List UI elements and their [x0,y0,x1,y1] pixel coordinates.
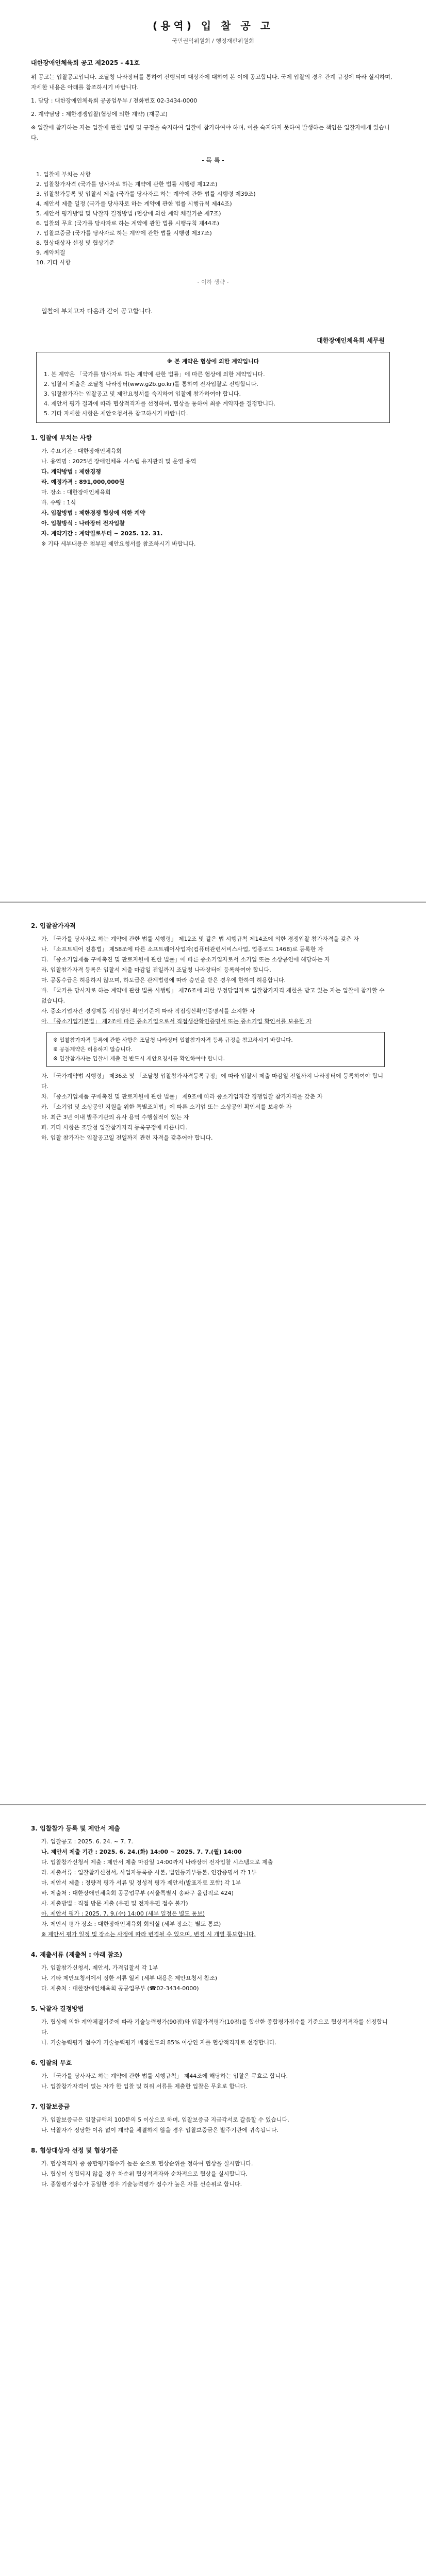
item-line: 카. 「소기업 및 소상공인 지원을 위한 특별조치법」에 따른 소기업 또는 소상공인 확인서를 보유한 자 [41,1104,292,1110]
notice-line: 3. 입찰참가자는 입찰공고 및 제안요청서를 숙지하여 입찰에 참가하여야 합니다. [44,391,241,397]
item-line: 다. 입찰참가신청서 제출 : 제안서 제출 마감일 14:00까지 나라장터 전자입찰 시스템으로 제출 [41,1859,273,1866]
item-line: 바. 수량 : 1식 [41,499,76,506]
greeting-text: 입찰에 부치고자 다음과 같이 공고합니다. [41,308,153,315]
item-line: 사. 입찰방법 : 제한경쟁 협상에 의한 계약 [41,510,145,516]
item-line: 라. 제출서류 : 입찰참가신청서, 사업자등록증 사본, 법인등기부등본, 인감증명서 각 1부 [41,1869,257,1876]
toc-item: 5. 제안서 평가방법 및 낙찰자 결정방법 (협상에 의한 계약 체결기준 제7조) [36,210,221,217]
item-line: 차. 「중소기업제품 구매촉진 및 판로지원에 관한 법률」 제9조에 따라 중소기업자간 경쟁입찰 참가자격을 갖춘 자 [41,1093,323,1100]
section-3-lines [41,1837,390,1940]
toc-item: 10. 기타 사항 [36,259,71,266]
toc-item: 2. 입찰참가자격 (국가를 당사자로 하는 계약에 관한 법률 시행령 제12조) [36,181,218,188]
item-line: 다. 계약방법 : 제한경쟁 [41,468,101,475]
signature-org: 대한장애인체육회 세무원 [317,337,385,344]
section-7-lines [41,2115,390,2136]
item-line: 가. 입찰공고 : 2025. 6. 24. ~ 7. 7. [41,1838,133,1845]
notice-box-title: ※ 본 계약은 협상에 의한 계약입니다 [167,358,259,365]
intro-paragraph: 1. 담당 : 대한장애인체육회 공공업무부 / 전화번호 02-3434-0000 [31,97,198,104]
note-line: ※ 공동계약은 허용하지 않습니다. [53,1046,133,1053]
item-line: 나. 「소프트웨어 진흥법」 제58조에 따른 소프트웨어사업자(컴퓨터관련서비스사업, 업종코드 1468)로 등록한 자 [41,946,323,953]
toc-item: 9. 계약체결 [36,249,65,256]
toc-item: 7. 입찰보증금 (국가를 당사자로 하는 계약에 관한 법률 시행령 제37조) [36,230,212,236]
issuer-org: 국민권익위원회 / 행정재판위원회 [172,38,254,44]
section-heading-8: 8. 협상대상자 선정 및 협상기준 [31,2147,118,2154]
item-line: 파. 기타 사항은 조달청 입찰참가자격 등록규정에 따릅니다. [41,1124,187,1131]
notice-box [36,352,390,423]
item-line: 마. 공동수급은 허용하지 않으며, 하도급은 관계법령에 따라 승인을 받은 경우에 한하여 허용합니다. [41,977,286,984]
page-2 [0,903,426,1804]
page-1 [0,0,426,902]
item-line: 가. 협상에 의한 계약체결기준에 따라 기술능력평가(90점)와 입찰가격평가(10점)를 합산한 종합평가점수를 기준으로 협상적격자를 선정합니다. [41,2019,388,2036]
item-line: 나. 기타 제안요청서에서 정한 서류 일체 (세부 내용은 제안요청서 참조) [41,1975,218,1981]
announcement-number: 대한장애인체육회 공고 제2025 - 41호 [31,59,140,66]
item-line: 가. 「국가를 당사자로 하는 계약에 관한 법률 시행령」 제12조 및 같은 법 시행규칙 제14조에 의한 경쟁입찰 참가자격을 갖춘 자 [41,936,359,942]
item-line: 자. 「국가계약법 시행령」 제36조 및 「조달청 입찰참가자격등록규정」에 따라 입찰서 제출 마감일 전일까지 나라장터에 등록하여야 합니다. [41,1073,383,1090]
item-line: 가. 입찰보증금은 입찰금액의 100분의 5 이상으로 하며, 입찰보증금 지급각서로 갈음할 수 있습니다. [41,2116,289,2123]
notice-line: 1. 본 계약은 「국가를 당사자로 하는 계약에 관한 법률」에 따른 협상에 의한 계약입니다. [44,371,265,378]
item-line: 나. 제안서 제출 기간 : 2025. 6. 24.(화) 14:00 ~ 2025. 7. 7.(월) 14:00 [41,1849,242,1855]
notice-line: 5. 기타 자세한 사항은 제안요청서를 참고하시기 바랍니다. [44,410,188,417]
item-line: 가. 입찰참가신청서, 제안서, 가격입찰서 각 1부 [41,1964,158,1971]
item-line: 나. 용역명 : 2025년 장애인체육 시스템 유지관리 및 운영 용역 [41,458,196,465]
note-line: ※ 입찰참가자는 입찰서 제출 전 반드시 제안요청서를 확인하여야 합니다. [53,1056,225,1062]
item-line: 가. 협상적격자 중 종합평가점수가 높은 순으로 협상순위를 정하여 협상을 실시합니다. [41,2160,253,2167]
toc-item: 6. 입찰의 무효 (국가를 당사자로 하는 계약에 관한 법률 시행규칙 제44조) [36,220,219,227]
section-heading-1: 1. 입찰에 부치는 사항 [31,434,92,442]
item-line: 타. 최근 3년 이내 발주기관의 유사 용역 수행실적이 있는 자 [41,1114,189,1121]
intro-paragraph: ※ 입찰에 참가하는 자는 입찰에 관한 법령 및 규정을 숙지하여 입찰에 참가하여야 하며, 이를 숙지하지 못하여 발생하는 책임은 입찰자에게 있습니다. [31,124,390,141]
section-6-lines [41,2071,390,2092]
item-line: 아. 제안서 평가 : 2025. 7. 9.(수) 14:00 (세부 일정은 별도 통보) [41,1910,205,1917]
intro-paragraph: 위 공고는 입찰공고입니다. 조달청 나라장터를 통하여 진행되며 대상자에 대하여 본 이에 공고합니다. 국제 입찰의 경우 관계 규정에 따라 실시하며, 자세한 내용은 아래를 참조하시기 바랍니다. [31,74,392,91]
section-heading-2: 2. 입찰참가자격 [31,922,76,929]
section-4-lines [41,1963,390,1994]
item-line: 다. 종합평가점수가 동일한 경우 기술능력평가 점수가 높은 자를 선순위로 합니다. [41,2181,242,2188]
section-1-items [41,446,390,549]
item-line: ※ 제안서 평가 일정 및 장소는 사정에 따라 변경될 수 있으며, 변경 시 개별 통보합니다. [41,1931,256,1938]
section-heading-6: 6. 입찰의 무효 [31,2059,72,2066]
item-line: 하. 입찰 참가자는 입찰공고일 전일까지 관련 자격을 갖추어야 합니다. [41,1134,213,1141]
item-line: 사. 중소기업자간 경쟁제품 직접생산 확인기준에 따라 직접생산확인증명서를 소지한 자 [41,1008,255,1014]
section-heading-7: 7. 입찰보증금 [31,2103,70,2110]
notice-line: 2. 입찰서 제출은 조달청 나라장터(www.g2b.go.kr)를 통하여 전자입찰로 진행합니다. [44,381,258,387]
item-line: 나. 입찰참가자격이 없는 자가 한 입찰 및 허위 서류를 제출한 입찰은 무효로 합니다. [41,2083,248,2090]
item-line: 바. 제출처 : 대한장애인체육회 공공업무부 (서울특별시 송파구 올림픽로 424) [41,1890,234,1896]
section-2-lines-continued [41,1071,390,1143]
item-line: 사. 제출방법 : 직접 방문 제출 (우편 및 전자우편 접수 불가) [41,1900,188,1907]
note-line: ※ 입찰참가자격 등록에 관한 사항은 조달청 나라장터 입찰참가자격 등록 규정을 참고하시기 바랍니다. [53,1037,293,1043]
intro-paragraph: 2. 계약담당 : 제한경쟁입찰(협상에 의한 계약) (재공고) [31,111,168,117]
item-line: 자. 계약기간 : 계약일로부터 ~ 2025. 12. 31. [41,530,163,537]
toc-item: 4. 제안서 제출 일정 (국가를 당사자로 하는 계약에 관한 법률 시행규칙 제44조) [36,200,232,207]
section-divider: - 이하 생략 - [197,279,229,285]
item-line: 가. 수요기관 : 대한장애인체육회 [41,448,122,454]
section-heading-3: 3. 입찰참가 등록 및 제안서 제출 [31,1825,120,1832]
item-line: 나. 낙찰자가 정당한 이유 없이 계약을 체결하지 않을 경우 입찰보증금은 발주기관에 귀속됩니다. [41,2127,278,2133]
item-line: 라. 입찰참가자격 등록은 입찰서 제출 마감일 전일까지 조달청 나라장터에 등록하여야 합니다. [41,967,271,973]
item-line: 마. 제안서 제출 : 정량적 평가 서류 및 정성적 평가 제안서(발표자료 포함) 각 1부 [41,1879,241,1886]
toc-item: 8. 협상대상자 선정 및 협상기준 [36,240,114,246]
item-line: 다. 제출처 : 대한장애인체육회 공공업무부 (☎02-3434-0000) [41,1985,199,1992]
item-line: 나. 협상이 성립되지 않을 경우 차순위 협상적격자와 순차적으로 협상을 실시합니다. [41,2171,248,2177]
doc-title: (용역) 입 찰 공 고 [152,20,274,32]
section-5-lines [41,2017,390,2048]
item-line: ※ 기타 세부내용은 첨부된 제안요청서를 참조하시기 바랍니다. [41,540,196,547]
section-heading-4: 4. 제출서류 (제출처 : 아래 참조) [31,1951,123,1958]
toc-heading: - 목 록 - [202,157,224,164]
intro-block [31,72,395,143]
qualification-note-box [46,1032,385,1067]
item-line: 나. 기술능력평가 점수가 기술능력평가 배점한도의 85% 이상인 자를 협상적격자로 선정합니다. [41,2039,277,2046]
item-line: 마. 장소 : 대한장애인체육회 [41,489,111,496]
item-line: 라. 예정가격 : 891,000,000원 [41,479,125,485]
item-line: 가. 「국가를 당사자로 하는 계약에 관한 법률 시행규칙」 제44조에 해당하는 입찰은 무효로 합니다. [41,2073,288,2079]
item-line: 다. 「중소기업제품 구매촉진 및 판로지원에 관한 법률」에 따른 중소기업자로서 소기업 또는 소상공인에 해당하는 자 [41,956,330,963]
toc-item: 3. 입찰참가등록 및 입찰서 제출 (국가를 당사자로 하는 계약에 관한 법률 시행령 제39조) [36,191,256,197]
toc-item: 1. 입찰에 부치는 사항 [36,171,91,178]
table-of-contents [36,170,426,267]
item-line: 자. 제안서 평가 장소 : 대한장애인체육회 회의실 (세부 장소는 별도 통보) [41,1921,221,1927]
page-3 [0,1805,426,2576]
item-line: 아. 입찰방식 : 나라장터 전자입찰 [41,520,125,527]
section-2-lines [41,934,390,1027]
section-8-lines [41,2159,390,2190]
item-line: 아. 「중소기업기본법」 제2조에 따른 중소기업으로서 직접생산확인증명서 또는 중소기업 확인서를 보유한 자 [41,1018,312,1025]
notice-line: 4. 제안서 평가 결과에 따라 협상적격자를 선정하며, 협상을 통하여 최종 계약자를 결정합니다. [44,400,276,407]
item-line: 바. 「국가를 당사자로 하는 계약에 관한 법률 시행령」 제76조에 의한 부정당업자로 입찰참가자격 제한을 받고 있는 자는 입찰에 참가할 수 없습니다. [41,987,385,1004]
section-heading-5: 5. 낙찰자 결정방법 [31,2005,84,2012]
